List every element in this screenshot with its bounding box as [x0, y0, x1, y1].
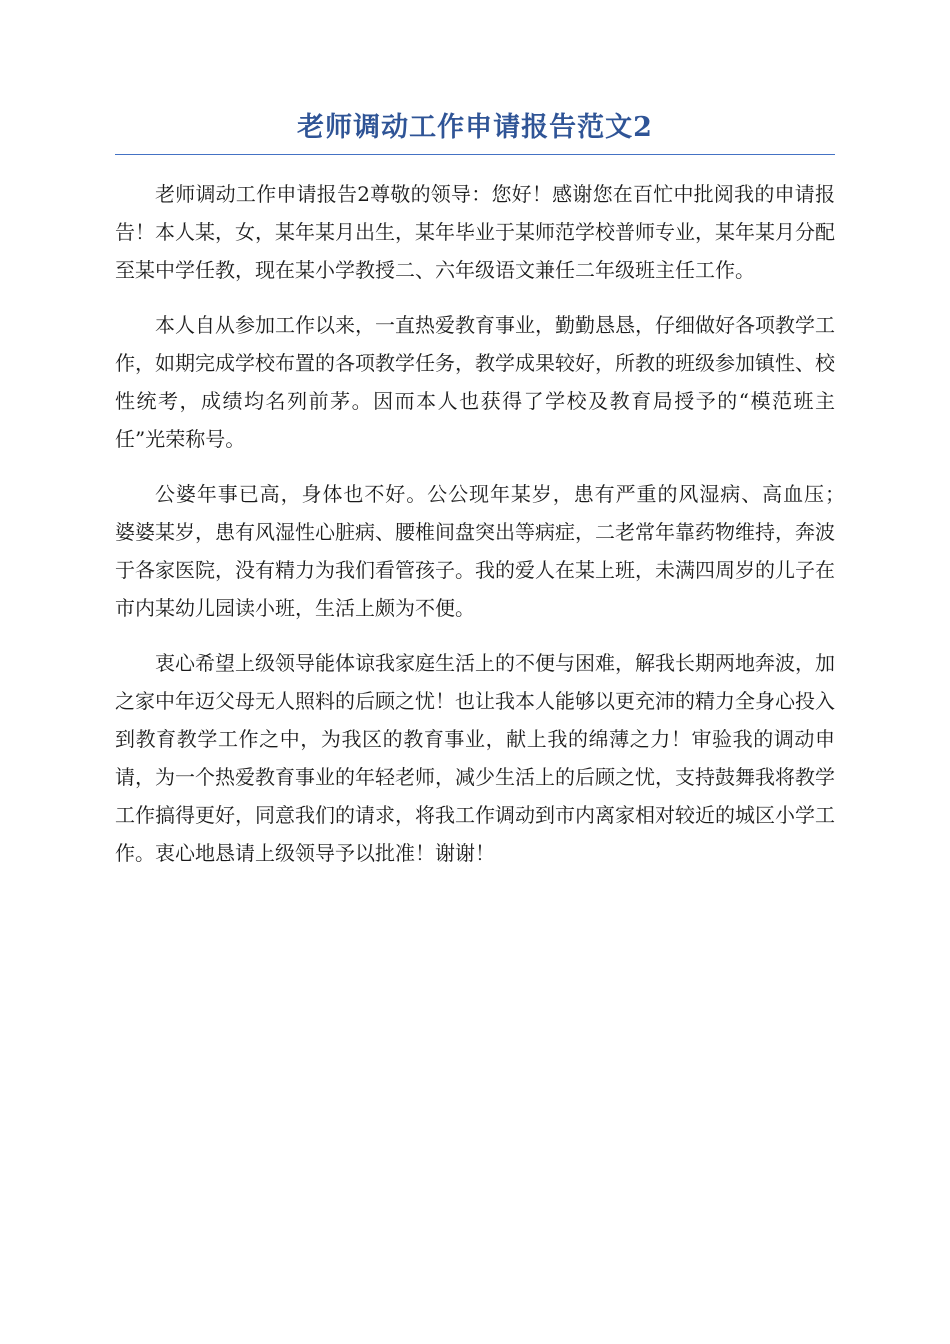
document-page: [115, 110, 855, 889]
paragraph-1: 老师调动工作申请报告2尊敬的领导：您好！感谢您在百忙中批阅我的申请报告！本人某，女，某年某月出生，某年毕业于某师范学校普师专业，某年某月分配至某中学任教，现在某小学教授二、六年级语文兼任二年级班主任工作。: [115, 182, 835, 282]
document-body: [115, 175, 855, 872]
paragraph-4: 衷心希望上级领导能体谅我家庭生活上的不便与困难，解我长期两地奔波，加之家中年迈父母无人照料的后顾之忧！也让我本人能够以更充沛的精力全身心投入到教育教学工作之中，为我区的教育事业，献上我的绵薄之力！审验我的调动申请，为一个热爱教育事业的年轻老师，减少生活上的后顾之忧，支持鼓舞我将教学工作搞得更好，同意我们的请求，将我工作调动到市内离家相对较近的城区小学工作。衷心地恳请上级领导予以批准！谢谢！: [115, 651, 835, 865]
document-title: 老师调动工作申请报告范文2: [297, 112, 653, 143]
paragraph-2: 本人自从参加工作以来，一直热爱教育事业，勤勤恳恳，仔细做好各项教学工作，如期完成学校布置的各项教学任务，教学成果较好，所教的班级参加镇性、校性统考，成绩均名列前茅。因而本人也获得了学校及教育局授予的“模范班主任”光荣称号。: [115, 313, 835, 451]
paragraph-3: 公婆年事已高，身体也不好。公公现年某岁，患有严重的风湿病、高血压； 婆婆某岁，患有风湿性心脏病、腰椎间盘突出等病症，二老常年靠药物维持，奔波于各家医院，没有精力为我们看管孩子。我的爱人在某上班，未满四周岁的儿子在市内某幼儿园读小班，生活上颇为不便。: [115, 482, 855, 620]
title-underline: [115, 154, 835, 155]
